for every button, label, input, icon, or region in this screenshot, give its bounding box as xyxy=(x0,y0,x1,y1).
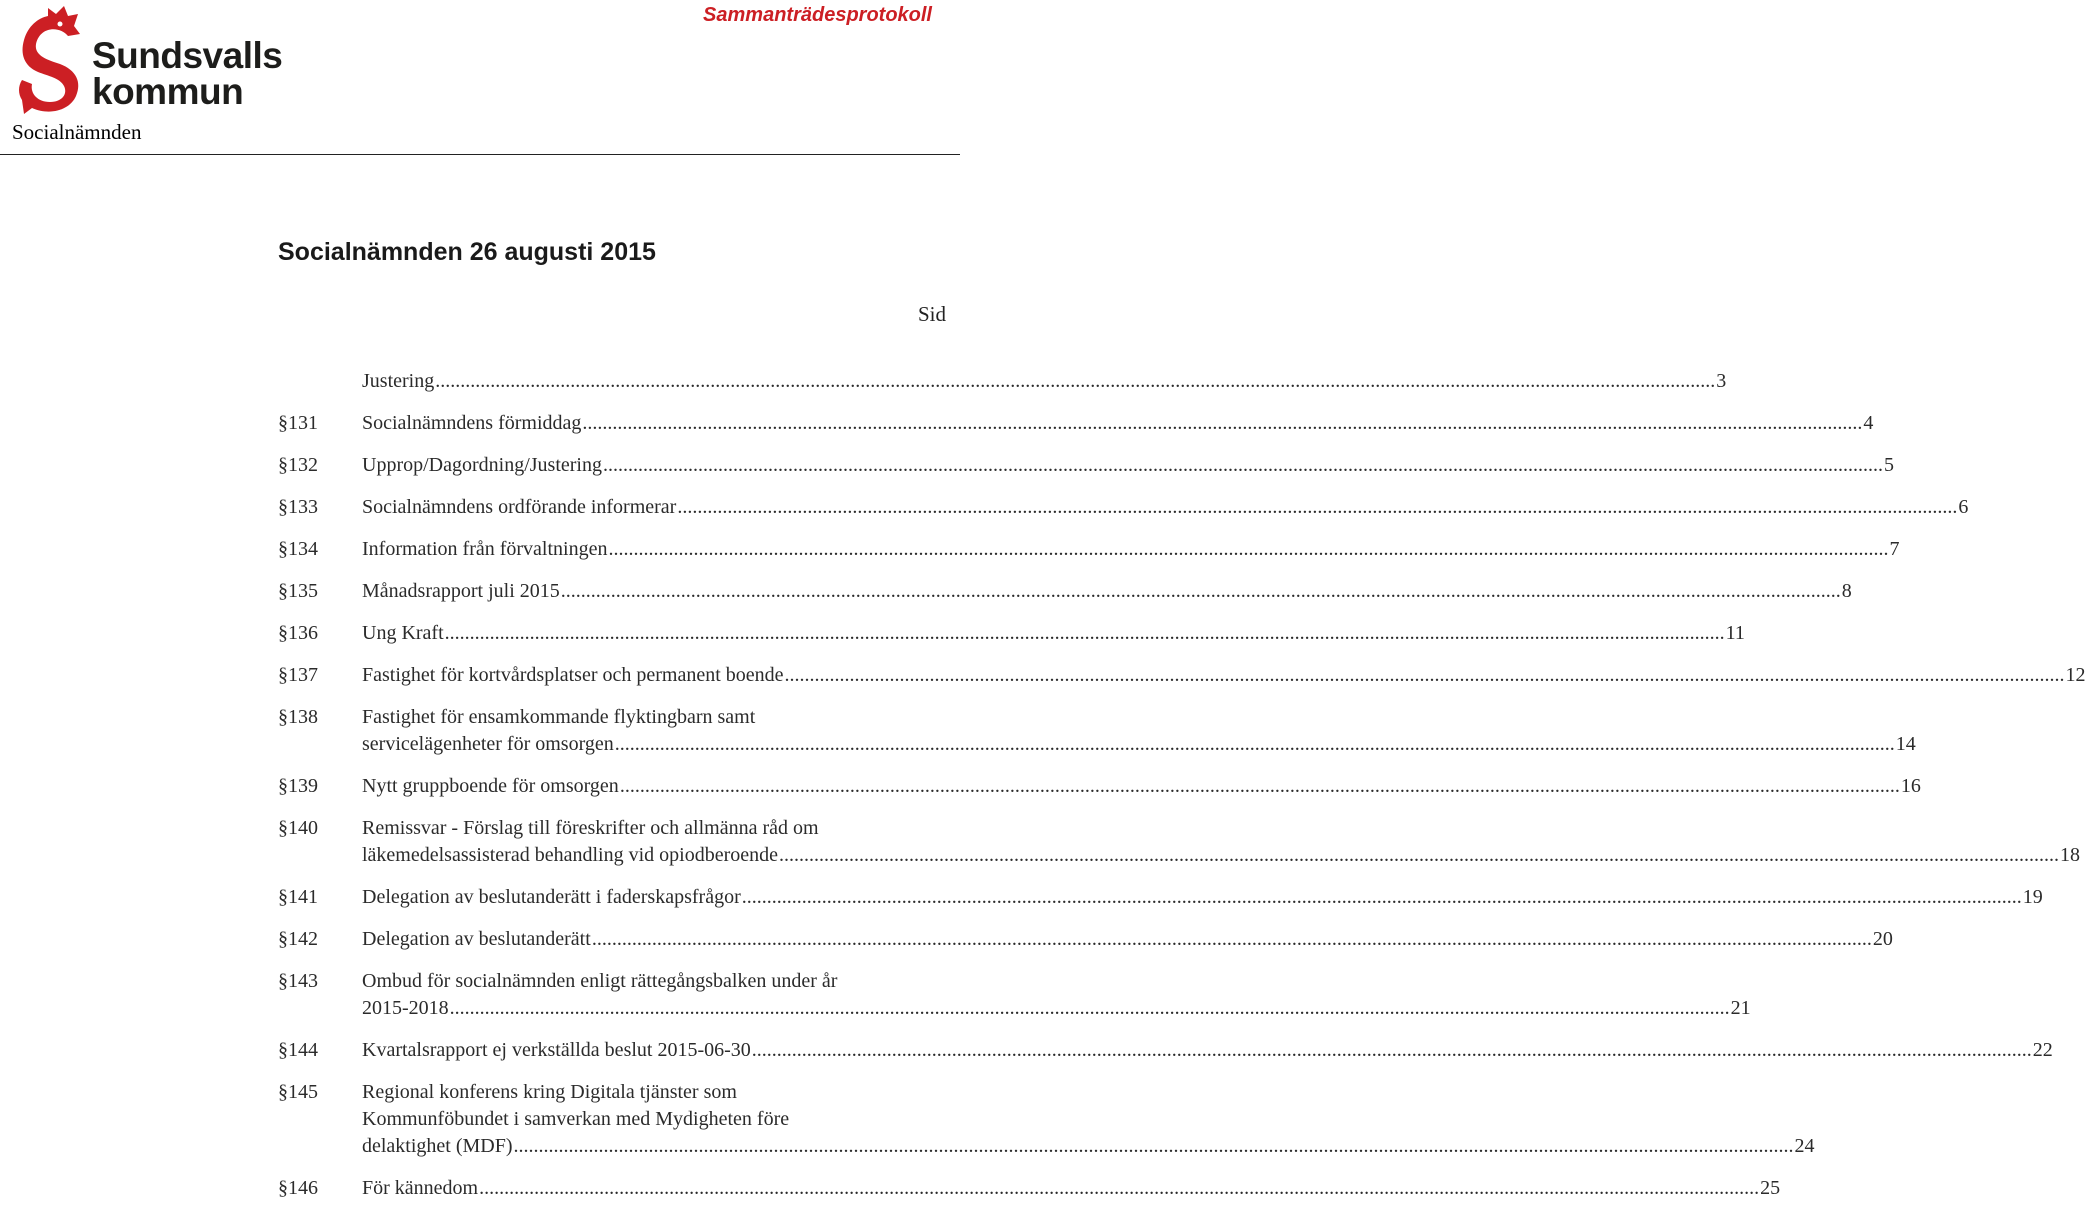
toc-page-number: 19 xyxy=(2022,886,2043,908)
toc-entry-text xyxy=(362,410,1873,437)
toc-page-number: 14 xyxy=(1895,733,1916,755)
toc-entry-title: Upprop/Dagordning/Justering xyxy=(362,454,602,476)
toc-page-number: 25 xyxy=(1760,1177,1781,1199)
toc-entry-last-line xyxy=(362,884,2043,911)
toc-section-number: §136 xyxy=(278,622,318,644)
toc-entry-last-line xyxy=(362,926,1893,953)
toc-page-number: 21 xyxy=(1730,997,1751,1019)
toc-dot-leader xyxy=(479,1175,1759,1202)
toc-entry-title: För kännedom xyxy=(362,1177,479,1199)
toc-section-number: §140 xyxy=(278,817,318,839)
toc-section-number: §142 xyxy=(278,928,318,950)
page-column-label: Sid xyxy=(917,302,946,326)
toc-entry-text xyxy=(362,1175,1780,1202)
toc-entry-title: Ung Kraft xyxy=(362,622,444,644)
toc-dot-leader xyxy=(620,773,1900,800)
toc-dot-leader xyxy=(779,842,2059,869)
toc-section-number: §144 xyxy=(278,1039,318,1061)
toc-dot-leader xyxy=(592,926,1872,953)
toc-entry-title: Delegation av beslutanderätt xyxy=(362,928,591,950)
toc-entry-last-line xyxy=(362,1175,1780,1202)
toc-entry[interactable] xyxy=(278,968,1751,1022)
toc-entry-title: Delegation av beslutanderätt i faderskapsfrågor xyxy=(362,886,741,908)
logo-line-1: Sundsvalls xyxy=(92,35,283,76)
toc-section-number: §134 xyxy=(278,538,318,560)
toc-dot-leader xyxy=(752,1037,2032,1064)
toc-entry[interactable] xyxy=(278,662,2086,689)
toc-page-number: 22 xyxy=(2032,1039,2053,1061)
toc-page-number: 4 xyxy=(1863,412,1874,434)
logo-line-2: kommun xyxy=(92,71,244,112)
document-type: Sammanträdesprotokoll xyxy=(703,4,932,26)
toc-entry-text xyxy=(362,578,1852,605)
page-title: Socialnämnden 26 augusti 2015 xyxy=(278,238,656,266)
dragon-emblem-icon xyxy=(18,4,84,116)
toc-entry-title: Kvartalsrapport ej verkställda beslut 2015-06-30 xyxy=(362,1039,751,1061)
toc-entry-line: Fastighet för ensamkommande flyktingbarn samt xyxy=(362,706,756,728)
toc-page-number: 5 xyxy=(1883,454,1894,476)
toc-entry[interactable] xyxy=(278,1079,1815,1160)
toc-section-number: §145 xyxy=(278,1081,318,1103)
toc-page-number: 3 xyxy=(1716,370,1727,392)
toc-entry-text xyxy=(362,620,1745,647)
toc-entry-line: Ombud för socialnämnden enligt rättegångsbalken under år xyxy=(362,970,838,992)
toc-entry-text xyxy=(362,968,1751,1022)
toc-entry-last-line xyxy=(362,842,2080,869)
toc-dot-leader xyxy=(608,536,1888,563)
toc-dot-leader xyxy=(561,578,1841,605)
toc-entry-text xyxy=(362,704,1916,758)
table-of-contents xyxy=(278,368,2086,1217)
toc-entry-text xyxy=(362,662,2086,689)
toc-entry[interactable] xyxy=(278,452,1894,479)
toc-entry-title: Månadsrapport juli 2015 xyxy=(362,580,560,602)
toc-dot-leader xyxy=(450,995,1730,1022)
toc-entry-title: 2015-2018 xyxy=(362,997,449,1019)
toc-dot-leader xyxy=(435,368,1715,395)
toc-entry[interactable] xyxy=(278,926,1893,953)
toc-entry-text xyxy=(362,884,2043,911)
toc-section-number: §131 xyxy=(278,412,318,434)
toc-dot-leader xyxy=(677,494,1957,521)
toc-entry[interactable] xyxy=(278,815,2080,869)
toc-entry[interactable] xyxy=(278,773,1921,800)
toc-dot-leader xyxy=(742,884,2022,911)
toc-page-number: 7 xyxy=(1889,538,1900,560)
toc-entry-text xyxy=(362,536,1899,563)
toc-entry-title: Fastighet för kortvårdsplatser och permanent boende xyxy=(362,664,784,686)
toc-entry[interactable] xyxy=(278,494,1969,521)
toc-section-number: §143 xyxy=(278,970,318,992)
organization-name: Socialnämnden xyxy=(12,120,142,144)
toc-entry-text xyxy=(362,926,1893,953)
toc-entry[interactable] xyxy=(278,1175,1781,1202)
toc-entry-line: Kommunföbundet i samverkan med Mydigheten före xyxy=(362,1108,790,1130)
toc-entry-text xyxy=(362,494,1968,521)
header-divider xyxy=(0,154,960,155)
toc-entry-last-line xyxy=(362,662,2086,689)
toc-entry[interactable] xyxy=(278,1037,2053,1064)
toc-entry-text xyxy=(362,1037,2053,1064)
toc-entry-last-line xyxy=(362,452,1894,479)
toc-entry-text xyxy=(362,452,1894,479)
toc-dot-leader xyxy=(785,662,2065,689)
toc-entry-text xyxy=(362,1079,1815,1160)
toc-entry-title: Socialnämndens ordförande informerar xyxy=(362,496,677,518)
toc-entry-last-line xyxy=(362,1037,2053,1064)
toc-entry-text xyxy=(362,815,2080,869)
toc-page-number: 16 xyxy=(1900,775,1921,797)
toc-entry-last-line xyxy=(362,494,1968,521)
toc-page-number: 12 xyxy=(2065,664,2086,686)
toc-entry-title: Nytt gruppboende för omsorgen xyxy=(362,775,619,797)
toc-dot-leader xyxy=(582,410,1862,437)
toc-entry-last-line xyxy=(362,620,1745,647)
toc-entry-text xyxy=(362,773,1921,800)
toc-section-number xyxy=(278,368,362,395)
toc-entry-last-line xyxy=(362,536,1899,563)
toc-entry[interactable] xyxy=(278,410,1874,437)
toc-entry-title: Justering xyxy=(362,370,435,392)
toc-page-number: 11 xyxy=(1725,622,1745,644)
toc-entry-last-line xyxy=(362,368,1726,395)
toc-entry-title: läkemedelsassisterad behandling vid opiodberoende xyxy=(362,844,778,866)
toc-entry-last-line xyxy=(362,410,1873,437)
toc-section-number: §135 xyxy=(278,580,318,602)
toc-entry[interactable] xyxy=(278,536,1900,563)
toc-entry[interactable] xyxy=(278,884,2043,911)
toc-section-number: §146 xyxy=(278,1177,318,1199)
toc-page-number: 8 xyxy=(1841,580,1852,602)
toc-page-number: 6 xyxy=(1958,496,1969,518)
toc-section-number: §141 xyxy=(278,886,318,908)
sundsvall-logo xyxy=(18,4,84,121)
toc-section-number: §132 xyxy=(278,454,318,476)
toc-page-number: 20 xyxy=(1872,928,1893,950)
toc-entry[interactable] xyxy=(278,704,1916,758)
toc-section-number: §137 xyxy=(278,664,318,686)
toc-entry-text xyxy=(362,368,1726,395)
toc-entry[interactable] xyxy=(278,368,1727,395)
toc-entry[interactable] xyxy=(278,620,1745,647)
toc-entry-last-line xyxy=(362,773,1921,800)
toc-page-number: 24 xyxy=(1794,1135,1815,1157)
toc-dot-leader xyxy=(514,1133,1794,1160)
toc-page-number: 18 xyxy=(2060,844,2080,866)
toc-entry-title: Socialnämndens förmiddag xyxy=(362,412,582,434)
toc-entry-last-line xyxy=(362,578,1852,605)
toc-entry-last-line xyxy=(362,731,1916,758)
toc-section-number: §133 xyxy=(278,496,318,518)
toc-entry-last-line xyxy=(362,1133,1815,1160)
toc-entry-last-line xyxy=(362,995,1751,1022)
toc-entry-line: Regional konferens kring Digitala tjänster som xyxy=(362,1081,737,1103)
toc-entry-title: Information från förvaltningen xyxy=(362,538,608,560)
logo-wordmark xyxy=(92,35,283,112)
toc-entry[interactable] xyxy=(278,578,1852,605)
toc-entry-line: Remissvar - Förslag till föreskrifter och allmänna råd om xyxy=(362,817,819,839)
toc-section-number: §139 xyxy=(278,775,318,797)
toc-dot-leader xyxy=(615,731,1895,758)
toc-entry-title: servicelägenheter för omsorgen xyxy=(362,733,614,755)
toc-entry-title: delaktighet (MDF) xyxy=(362,1135,513,1157)
toc-dot-leader xyxy=(603,452,1883,479)
toc-dot-leader xyxy=(445,620,1725,647)
toc-section-number: §138 xyxy=(278,706,318,728)
